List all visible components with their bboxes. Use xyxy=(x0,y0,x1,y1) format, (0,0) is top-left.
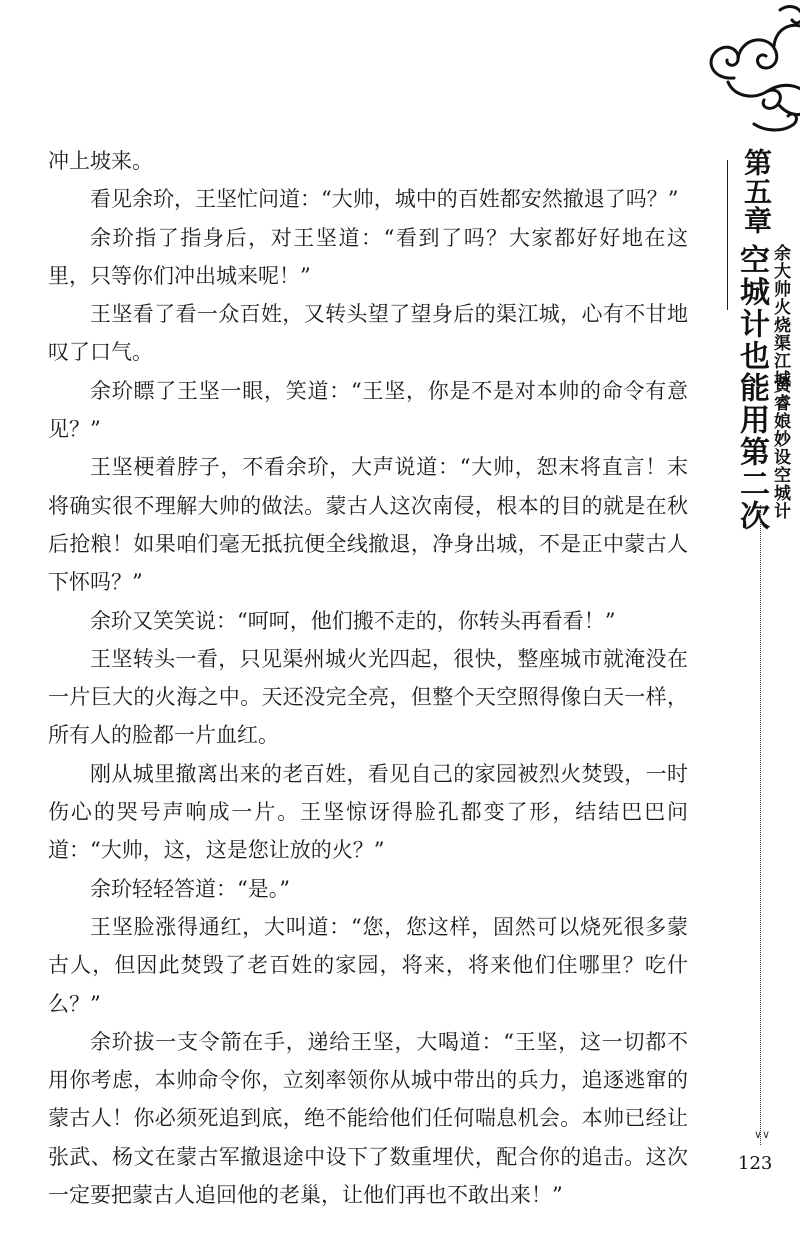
subtitle-first: 余大帅火烧渠江城 xyxy=(770,244,790,388)
page-number: 123 xyxy=(738,1153,773,1174)
subtitle-second: 黄睿娘妙设空城计 xyxy=(770,376,790,520)
chapter-label: 第五章 xyxy=(740,148,773,235)
chapter-title: 空城计也能用第二次 xyxy=(734,244,769,532)
paragraph: 冲上坡来。 xyxy=(48,149,153,173)
paragraph: 余玠瞟了王坚一眼，笑道：“王坚，你是不是对本帅的命令有意见？” xyxy=(48,378,688,442)
paragraph: 王坚转头一看，只见渠州城火光四起，很快，整座城市就淹没在一片巨大的火海之中。天还没完全亮，但整个天空照得像白天一样，所有人的脸都一片血红。 xyxy=(48,646,688,748)
chapter-subtitles xyxy=(768,244,800,544)
paragraph: 余玠拔一支令箭在手，递给王坚，大喝道：“王坚，这一切都不用你考虑，本帅命令你，立刻率领你从城中带出的兵力，追逐逃窜的蒙古人！你必须死追到底，绝不能给他们任何喘息机会。本帅已经让张武、杨文在蒙古军撤退途中设下了数重埋伏，配合你的追击。这次一定要把蒙古人追回他的老巢，让他们再也不敢出来！” xyxy=(48,1029,688,1208)
paragraph: 刚从城里撤离出来的老百姓，看见自己的家园被烈火焚毁，一时伤心的哭号声响成一片。王坚惊讶得脸孔都变了形，结结巴巴问道：“大帅，这，这是您让放的火？” xyxy=(48,761,688,863)
paragraph: 王坚看了看一众百姓，又转头望了望身后的渠江城，心有不甘地叹了口气。 xyxy=(48,302,688,365)
paragraph: 余玠又笑笑说：“呵呵，他们搬不走的，你转头再看看！” xyxy=(90,608,616,633)
paragraph: 余玠指了指身后，对王坚道：“看到了吗？大家都好好地在这里，只等你们冲出城来呢！” xyxy=(48,225,688,288)
body-text xyxy=(48,142,688,1214)
paragraph: 王坚梗着脖子，不看余玠，大声说道：“大帅，恕末将直言！末将确实很不理解大帅的做法。蒙古人这次南侵，根本的目的就是在秋后抢粮！如果咱们毫无抵抗便全线撤退，净身出城，不是正中蒙古人下怀吗？” xyxy=(48,455,688,595)
sidebar-divider-line xyxy=(727,160,728,310)
paragraph: 王坚脸涨得通红，大叫道：“您，您这样，固然可以烧死很多蒙古人，但因此焚毁了老百姓的家园，将来，将来他们住哪里？吃什么？” xyxy=(48,914,688,1016)
cloud-ornament-icon xyxy=(694,0,800,138)
paragraph: 余玠轻轻答道：“是。” xyxy=(90,876,290,901)
paragraph: 看见余玠，王坚忙问道：“大帅，城中的百姓都安然撤退了吗？” xyxy=(90,187,679,212)
dotted-margin-line xyxy=(760,505,761,1145)
chevron-down-icon: ∨∨ xyxy=(754,1128,771,1141)
